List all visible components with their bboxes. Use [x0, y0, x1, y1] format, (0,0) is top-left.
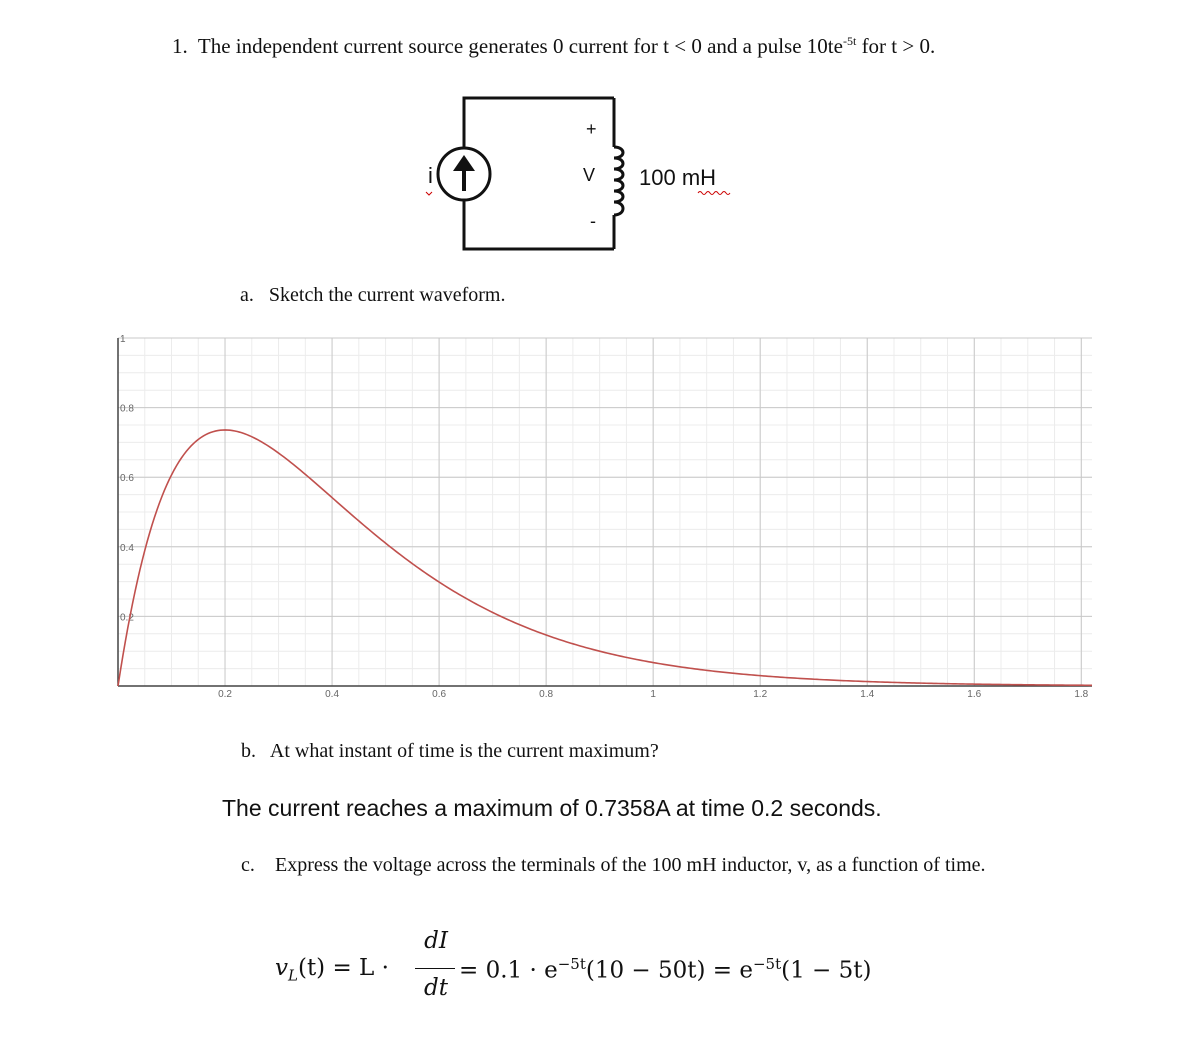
x-tick-label: 0.6 — [432, 689, 447, 700]
x-tick-label: 0.2 — [218, 689, 232, 700]
part-c-label: c. — [241, 854, 255, 876]
x-tick-label: 1.4 — [860, 689, 875, 700]
y-tick-label: 0.2 — [120, 612, 134, 624]
question-text-after: for t > 0. — [856, 34, 936, 58]
y-tick-label: 0.6 — [120, 473, 134, 485]
eq-frac-num: dI — [424, 928, 448, 954]
x-tick-label: 1.8 — [1074, 689, 1089, 700]
y-tick-label: 0.4 — [120, 542, 134, 554]
x-tick-label: 1 — [650, 689, 656, 700]
voltage-label: V — [583, 165, 596, 185]
answer-b: The current reaches a maximum of 0.7358A at time 0.2 seconds. — [222, 795, 882, 821]
question-text-before: The independent current source generates 0 current for t < 0 and a pulse 10te — [197, 34, 843, 58]
y-tick-label: 1 — [120, 334, 126, 345]
question-1 — [172, 34, 935, 59]
x-tick-label: 1.6 — [967, 689, 982, 700]
part-c-text: Express the voltage across the terminals of the 100 mH inductor, v, as a function of time. — [275, 854, 986, 876]
voltage-minus: - — [590, 211, 596, 231]
x-tick-label: 0.8 — [539, 689, 554, 700]
question-exponent: -5t — [842, 34, 857, 48]
eq-lhs-arg: (t) = L · — [297, 955, 389, 981]
source-label: i — [428, 163, 433, 188]
grid-minor — [118, 338, 1092, 686]
part-b — [241, 740, 659, 763]
x-tick-label: 0.4 — [325, 689, 340, 700]
inductor-coil — [614, 147, 623, 215]
spellcheck-squiggle — [426, 192, 432, 195]
eq-mid: = 0.1 · e — [459, 957, 558, 984]
spellcheck-squiggle — [698, 192, 730, 195]
eq-lhs-sub: L — [288, 966, 298, 985]
tick-labels — [120, 334, 1089, 700]
current-curve — [118, 430, 1092, 686]
part-a — [240, 284, 505, 307]
inductor-label: 100 mH — [639, 165, 717, 190]
eq-end: (1 − 5t) — [781, 957, 872, 984]
part-a-label: a. — [240, 284, 254, 306]
voltage-plus: + — [586, 119, 597, 139]
eq-frac-den: dt — [424, 975, 448, 1001]
eq-exp1: −5t — [557, 955, 586, 973]
part-b-text: At what instant of time is the current maximum? — [269, 740, 659, 762]
x-tick-label: 1.2 — [753, 689, 768, 700]
circuit-diagram — [380, 95, 780, 265]
part-a-text: Sketch the current waveform. — [268, 284, 506, 306]
question-number: 1. — [172, 34, 188, 58]
part-b-label: b. — [241, 740, 256, 762]
eq-exp2: −5t — [752, 955, 782, 973]
arrow-up-icon — [453, 155, 475, 191]
y-tick-label: 0.8 — [120, 403, 134, 415]
eq-lhs: v — [275, 955, 288, 981]
eq-fraction-bar — [415, 968, 455, 969]
eq-mid2: (10 − 50t) = e — [585, 957, 753, 984]
current-waveform-chart — [0, 330, 1201, 710]
